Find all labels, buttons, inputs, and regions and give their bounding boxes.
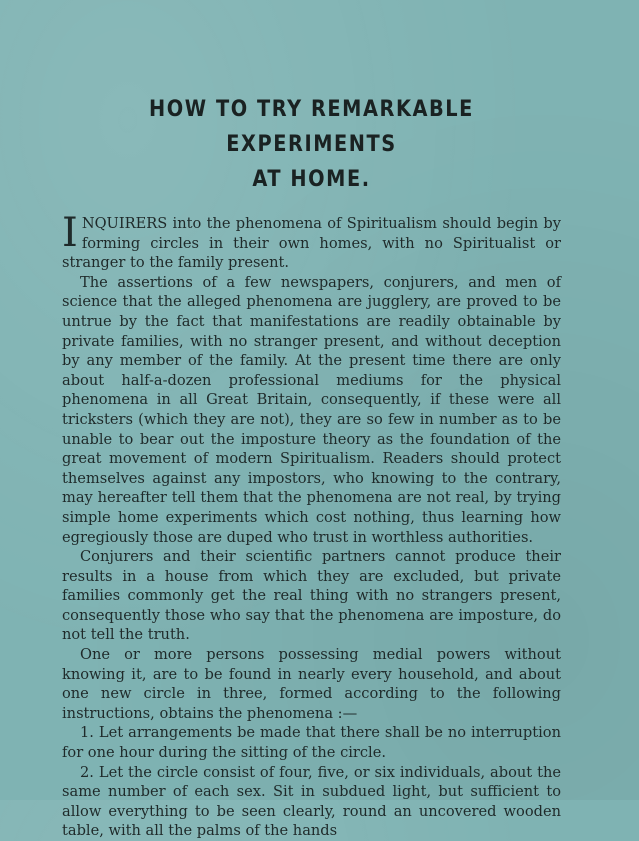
title-line-1: HOW TO TRY REMARKABLE EXPERIMENTS [149, 96, 474, 157]
instruction-2: 2. Let the circle consist of four, five, or six individuals, about the same number of each sex. Sit in subdued light, but sufficient to allow everything to be seen clearly, round an uncovered wooden table, with all the palms of the hands [62, 763, 561, 840]
paragraph-intro [62, 210, 561, 273]
instruction-1: 1. Let arrangements be made that there shall be no interruption for one hour during the sitting of the circle. [62, 724, 561, 762]
article-body [62, 210, 561, 841]
page-title [97, 0, 526, 197]
paragraph-medial-powers: One or more persons possessing medial powers without knowing it, are to be found in nearly every household, and about one new circle in three, formed according to the following instructions, obtains the phenomena :— [62, 646, 561, 722]
paragraph-assertions: The assertions of a few newspapers, conjurers, and men of science that the alleged phenomena are jugglery, are proved to be untrue by the fact that manifestations are readily obtainable by private families, with no stranger present, and without deception by any member of the family. At the present time there are only about half-a-dozen professional mediums for the physical phenomena in all Great Britain, consequently, if these were all tricksters (which they are not), they are so few in number as to be unable to bear out the imposture theory as the foundation of the great movement of modern Spiritualism. Readers should protect themselves against any impostors, who knowing to the contrary, may hereafter tell them that the phenomena are not real, by trying simple home experiments which cost nothing, thus learning how egregiously those are duped who trust in worthless authorities. [62, 273, 561, 546]
drop-cap: I [62, 210, 78, 256]
paragraph-text: NQUIRERS into the phenomena of Spiritualism should begin by forming circles in their own homes, with no Spiritualist or stranger to the family present. [62, 215, 561, 272]
title-line-2: AT HOME. [252, 166, 371, 192]
paragraph-conjurers: Conjurers and their scientific partners cannot produce their results in a house from which they are excluded, but private families commonly get the real thing with no strangers present, consequently those who say that the phenomena are imposture, do not tell the truth. [62, 548, 561, 644]
